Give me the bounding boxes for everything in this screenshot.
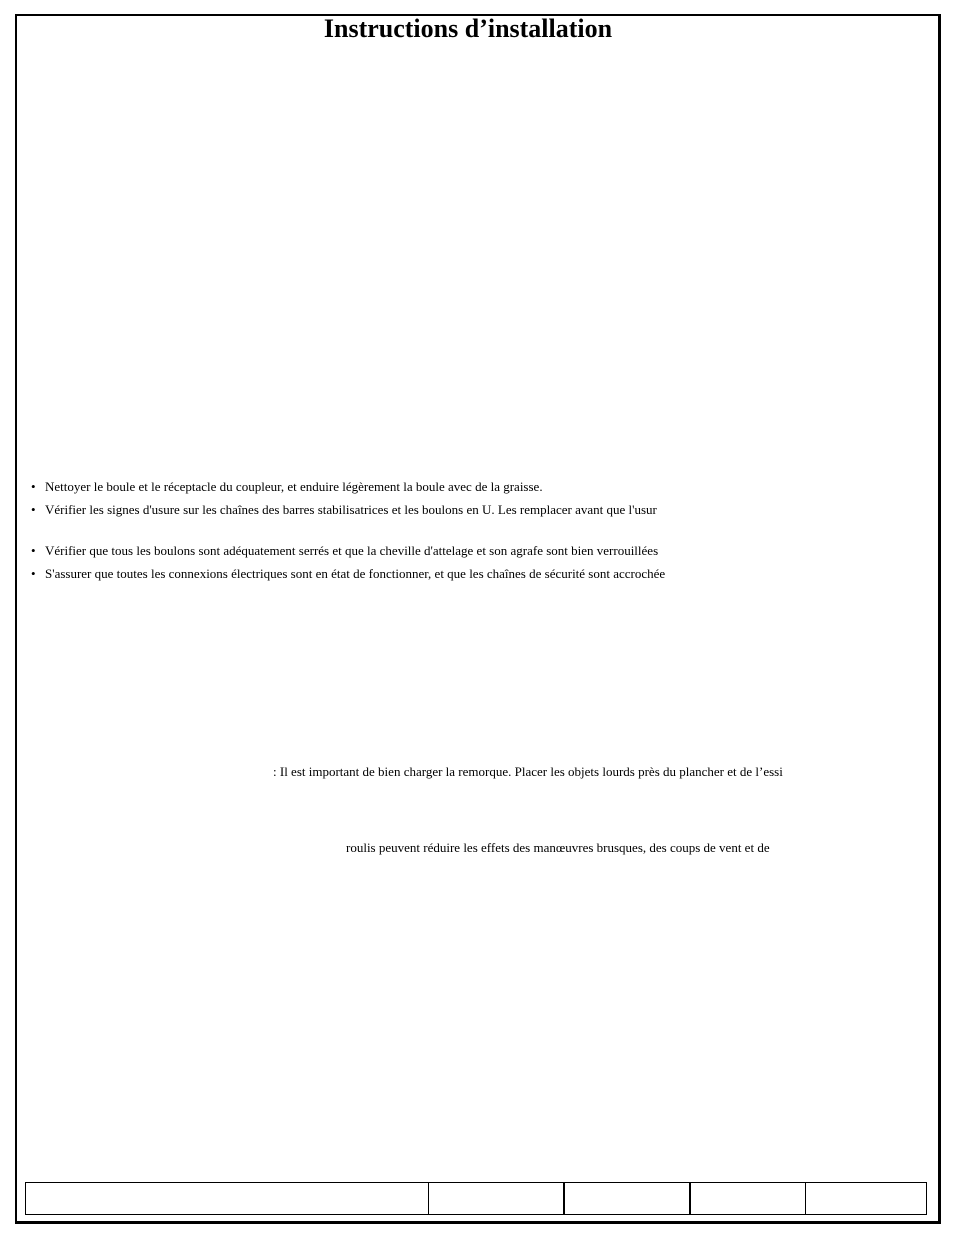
table-row [26,1183,927,1215]
footer-table [25,1182,927,1215]
bullet-icon: • [31,502,36,517]
list-item-text: Vérifier que tous les boulons sont adéquatement serrés et que la cheville d'attelage et son agrafe sont bien verrouillées [45,543,659,558]
page-frame [15,14,941,1224]
footer-cell [26,1183,429,1215]
maintenance-list [31,475,657,521]
footer-cell [429,1183,564,1215]
footer-cell [564,1183,690,1215]
list-item [31,498,657,521]
bullet-icon: • [31,566,36,581]
sway-note: roulis peuvent réduire les effets des manœuvres brusques, des coups de vent et de [346,840,770,855]
bullet-icon: • [31,543,36,558]
loading-note: : Il est important de bien charger la remorque. Placer les objets lourds près du plancher et de l’essi [273,764,783,779]
list-item [31,475,657,498]
footer-cell [806,1183,927,1215]
list-item-text: Nettoyer le boule et le réceptacle du coupleur, et enduire légèrement la boule avec de la graisse. [45,479,543,494]
list-item [31,562,665,585]
list-item [31,539,665,562]
bullet-icon: • [31,479,36,494]
page-title: Instructions d’installation [323,14,613,43]
list-item-text: Vérifier les signes d'usure sur les chaînes des barres stabilisatrices et les boulons en U. Les remplacer avant que l'usur [45,502,657,517]
list-item-text: S'assurer que toutes les connexions électriques sont en état de fonctionner, et que les chaînes de sécurité sont accrochée [45,566,666,581]
check-list [31,539,665,585]
footer-cell [690,1183,806,1215]
